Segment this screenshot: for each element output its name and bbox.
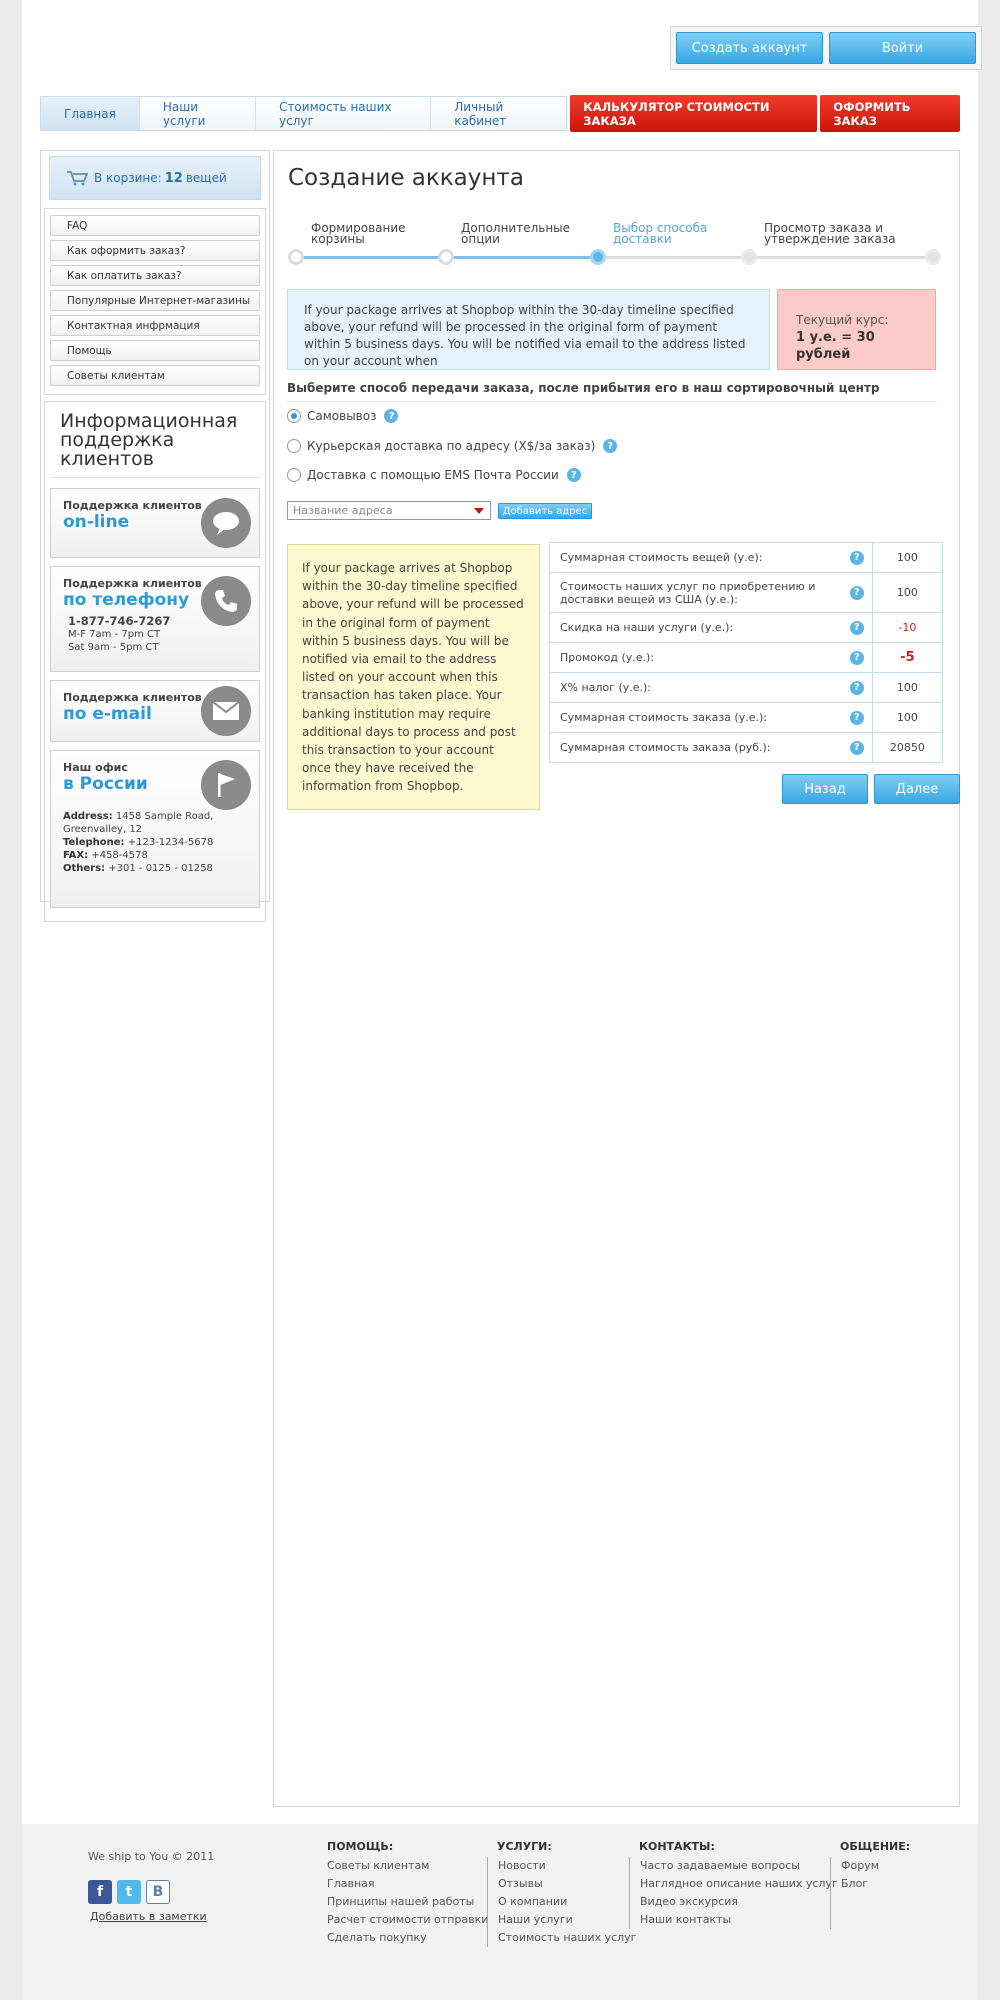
wizard-buttons: [782, 774, 960, 804]
faq-link-how-to-pay[interactable]: Как оплатить заказ?: [50, 265, 260, 286]
footer-link[interactable]: Блог: [841, 1877, 869, 1890]
help-icon[interactable]: ?: [850, 586, 864, 600]
table-row: [550, 673, 943, 703]
summary-value: 100: [872, 543, 942, 573]
footer-link[interactable]: Часто задаваемые вопросы: [640, 1859, 800, 1872]
footer-link[interactable]: Наши контакты: [640, 1913, 732, 1926]
phone-icon: [201, 576, 251, 626]
option-courier-label: Курьерская доставка по адресу (X$/за заказ): [307, 439, 596, 453]
step-label-2: Дополнительные опции: [461, 221, 571, 246]
footer-link[interactable]: Отзывы: [498, 1877, 543, 1890]
table-row: [550, 613, 943, 643]
radio-pickup[interactable]: [287, 409, 301, 423]
cart-suffix: вещей: [185, 171, 227, 185]
order-summary-table: [549, 542, 943, 763]
step-dot-2: [438, 249, 454, 265]
facebook-icon[interactable]: f: [88, 1880, 112, 1904]
summary-value: 100: [872, 573, 942, 613]
support-phone[interactable]: [50, 566, 260, 672]
faq-link-help[interactable]: Помощь: [50, 340, 260, 361]
summary-label: Суммарная стоимость заказа (у.е.):: [560, 711, 767, 724]
rate-label: Текущий курс:: [796, 313, 889, 327]
exchange-rate-box: [777, 289, 936, 370]
footer-link[interactable]: Видео экскурсия: [640, 1895, 738, 1908]
support-online-small: Поддержка клиентов: [63, 499, 202, 512]
support-phone-big: по телефону: [63, 590, 190, 610]
option-pickup[interactable]: [287, 409, 398, 423]
cart-widget[interactable]: [49, 156, 261, 200]
footer-link[interactable]: Новости: [498, 1859, 546, 1872]
footer-link[interactable]: Расчет стоимости отправки: [327, 1913, 489, 1926]
office-telephone: Telephone: +123-1234-5678: [63, 837, 214, 848]
support-phone-number: 1-877-746-7267: [68, 614, 171, 628]
summary-label: Суммарная стоимость заказа (руб.):: [560, 741, 771, 754]
create-account-button[interactable]: Создать аккаунт: [676, 32, 823, 64]
address-select[interactable]: [287, 501, 491, 520]
next-button[interactable]: Далее: [874, 774, 960, 804]
faq-link-contacts[interactable]: Контактная инфрмация: [50, 315, 260, 336]
support-phone-hours-weekday: M-F 7am - 7pm CT: [68, 629, 161, 640]
summary-value: 100: [872, 703, 942, 733]
radio-courier[interactable]: [287, 439, 301, 453]
flag-icon: [201, 760, 251, 810]
help-icon[interactable]: ?: [850, 741, 864, 755]
faq-link-tips[interactable]: Советы клиентам: [50, 365, 260, 386]
bookmark-link[interactable]: Добавить в заметки: [90, 1910, 207, 1923]
footer-link[interactable]: Форум: [841, 1859, 879, 1872]
office-box: [50, 750, 260, 908]
help-icon[interactable]: ?: [567, 468, 581, 482]
back-button[interactable]: Назад: [782, 774, 868, 804]
help-icon[interactable]: ?: [850, 651, 864, 665]
table-row: [550, 643, 943, 673]
option-ems[interactable]: [287, 468, 581, 482]
footer-social-title: ОБЩЕНИЕ:: [840, 1840, 911, 1853]
footer-link[interactable]: Сделать покупку: [327, 1931, 427, 1944]
summary-label: Промокод (у.е.):: [560, 651, 655, 664]
summary-label: X% налог (у.е.):: [560, 681, 652, 694]
place-order-button[interactable]: ОФОРМИТЬ ЗАКАЗ: [820, 95, 960, 132]
cart-prefix: В корзине:: [94, 171, 162, 185]
step-dot-1: [288, 249, 304, 265]
envelope-icon: [201, 686, 251, 736]
delivery-section-title: Выберите способ передачи заказа, после прибытия его в наш сортировочный центр: [287, 381, 937, 402]
page-title: Создание аккаунта: [288, 165, 524, 191]
step-label-3: Выбор способа доставки: [613, 221, 708, 246]
nav-item-services[interactable]: Наши услуги: [140, 97, 256, 130]
summary-value: -10: [872, 613, 942, 643]
summary-value: 20850: [872, 733, 942, 763]
info-notice: If your package arrives at Shopbop within the 30-day timeline specified above, your refund will be processed in the original form of payment within 5 business days. You will be notified via email to the address listed on your account when: [287, 289, 770, 370]
office-small: Наш офис: [63, 761, 128, 774]
support-email-big: по e-mail: [63, 704, 152, 724]
footer-services-title: УСЛУГИ:: [497, 1840, 552, 1853]
nav-tabs: [40, 96, 567, 131]
main-content: [273, 150, 960, 1807]
faq-link-popular-shops[interactable]: Популярные Интернет-магазины: [50, 290, 260, 311]
auth-box: [670, 26, 982, 70]
office-fax: FAX: +458-4578: [63, 850, 148, 861]
table-row: [550, 573, 943, 613]
footer-help-title: ПОМОЩЬ:: [327, 1840, 394, 1853]
progress-steps: [288, 223, 940, 273]
login-button[interactable]: Войти: [829, 32, 976, 64]
summary-value: -5: [872, 643, 942, 673]
help-icon[interactable]: ?: [384, 409, 398, 423]
office-big: в России: [63, 774, 148, 794]
step-label-4: Просмотр заказа и утверждение заказа: [764, 221, 896, 246]
nav-item-account[interactable]: Личный кабинет: [454, 99, 507, 128]
faq-menu: [44, 208, 266, 395]
nav-item-home[interactable]: Главная: [41, 97, 140, 130]
table-row: [550, 703, 943, 733]
copyright: We ship to You © 2011: [88, 1850, 215, 1863]
support-email-small: Поддержка клиентов: [63, 691, 202, 704]
main-nav: [40, 96, 960, 131]
option-ems-label: Доставка с помощью EMS Почта России: [307, 468, 559, 482]
dropdown-arrow-icon: [474, 508, 484, 514]
faq-link-faq[interactable]: FAQ: [50, 215, 260, 236]
option-courier[interactable]: [287, 439, 617, 453]
footer-link[interactable]: Наши услуги: [498, 1913, 573, 1926]
faq-link-how-to-order[interactable]: Как оформить заказ?: [50, 240, 260, 261]
table-row: [550, 543, 943, 573]
refund-notice: If your package arrives at Shopbop within the 30-day timeline specified above, your refund will be processed in the original form of payment within 5 business days. You will be notified via email to the address listed on your account when this transaction has taken place. Your banking institution may require additional days to process and post this transaction to your account once they have received the information from Shopbop.: [287, 544, 540, 810]
vkontakte-icon[interactable]: B: [146, 1880, 170, 1904]
table-row: [550, 733, 943, 763]
step-dot-5: [925, 249, 941, 265]
support-phone-hours-weekend: Sat 9am - 5pm CT: [68, 642, 159, 653]
step-label-1: Формирование корзины: [311, 221, 406, 246]
footer-social: [840, 1840, 910, 1929]
footer-link[interactable]: О компании: [498, 1895, 568, 1908]
rate-value: 1 у.е. = 30 рублей: [796, 330, 875, 362]
support-title: Информационная поддержка клиентов: [50, 412, 260, 478]
footer-link[interactable]: Стоимость наших услуг: [498, 1931, 637, 1944]
support-online[interactable]: [50, 488, 260, 558]
address-select-placeholder: Название адреса: [293, 504, 393, 517]
footer-contacts-title: КОНТАКТЫ:: [639, 1840, 715, 1853]
support-phone-small: Поддержка клиентов: [63, 577, 202, 590]
chat-bubble-icon: [201, 498, 251, 548]
office-others: Others: +301 - 0125 - 01258: [63, 863, 213, 874]
summary-label: Стоимость наших услуг по приобретению и доставки вещей из США (у.е.):: [560, 579, 816, 606]
radio-ems[interactable]: [287, 468, 301, 482]
office-address: Address: 1458 Sample Road, Greenvalley, 12: [63, 811, 214, 835]
page: [22, 0, 978, 2000]
footer-link[interactable]: Наглядное описание наших услуг: [640, 1877, 838, 1890]
cart-icon: [66, 170, 88, 186]
footer-contacts: [639, 1840, 838, 1929]
support-email[interactable]: [50, 680, 260, 742]
help-icon[interactable]: ?: [850, 681, 864, 695]
help-icon[interactable]: ?: [850, 711, 864, 725]
help-icon[interactable]: ?: [850, 621, 864, 635]
footer-services: [497, 1840, 636, 1947]
support-panel: [44, 401, 266, 922]
summary-value: 100: [872, 673, 942, 703]
summary-label: Скидка на наши услуги (у.е.):: [560, 621, 734, 634]
footer: [22, 1824, 978, 2000]
help-icon[interactable]: ?: [603, 439, 617, 453]
social-icons: [88, 1880, 170, 1904]
support-online-big: on-line: [63, 512, 130, 532]
step-line-pending: [598, 256, 938, 259]
step-dot-4: [741, 249, 757, 265]
footer-link[interactable]: Советы клиентам: [327, 1859, 430, 1872]
help-icon[interactable]: ?: [850, 551, 864, 565]
add-address-button[interactable]: Добавить адрес: [498, 503, 592, 519]
nav-item-pricing[interactable]: Стоимость наших услуг: [256, 97, 431, 130]
footer-help: [327, 1840, 488, 1947]
step-dot-3: [590, 249, 606, 265]
option-pickup-label: Самовывоз: [307, 409, 377, 423]
footer-link[interactable]: Главная: [327, 1877, 375, 1890]
cart-count: 12: [164, 170, 183, 186]
twitter-icon[interactable]: t: [117, 1880, 141, 1904]
sidebar: [40, 150, 270, 902]
summary-label: Суммарная стоимость вещей (у.е):: [560, 551, 763, 564]
calculator-button[interactable]: КАЛЬКУЛЯТОР СТОИМОСТИ ЗАКАЗА: [570, 95, 817, 132]
footer-link[interactable]: Принципы нашей работы: [327, 1895, 475, 1908]
